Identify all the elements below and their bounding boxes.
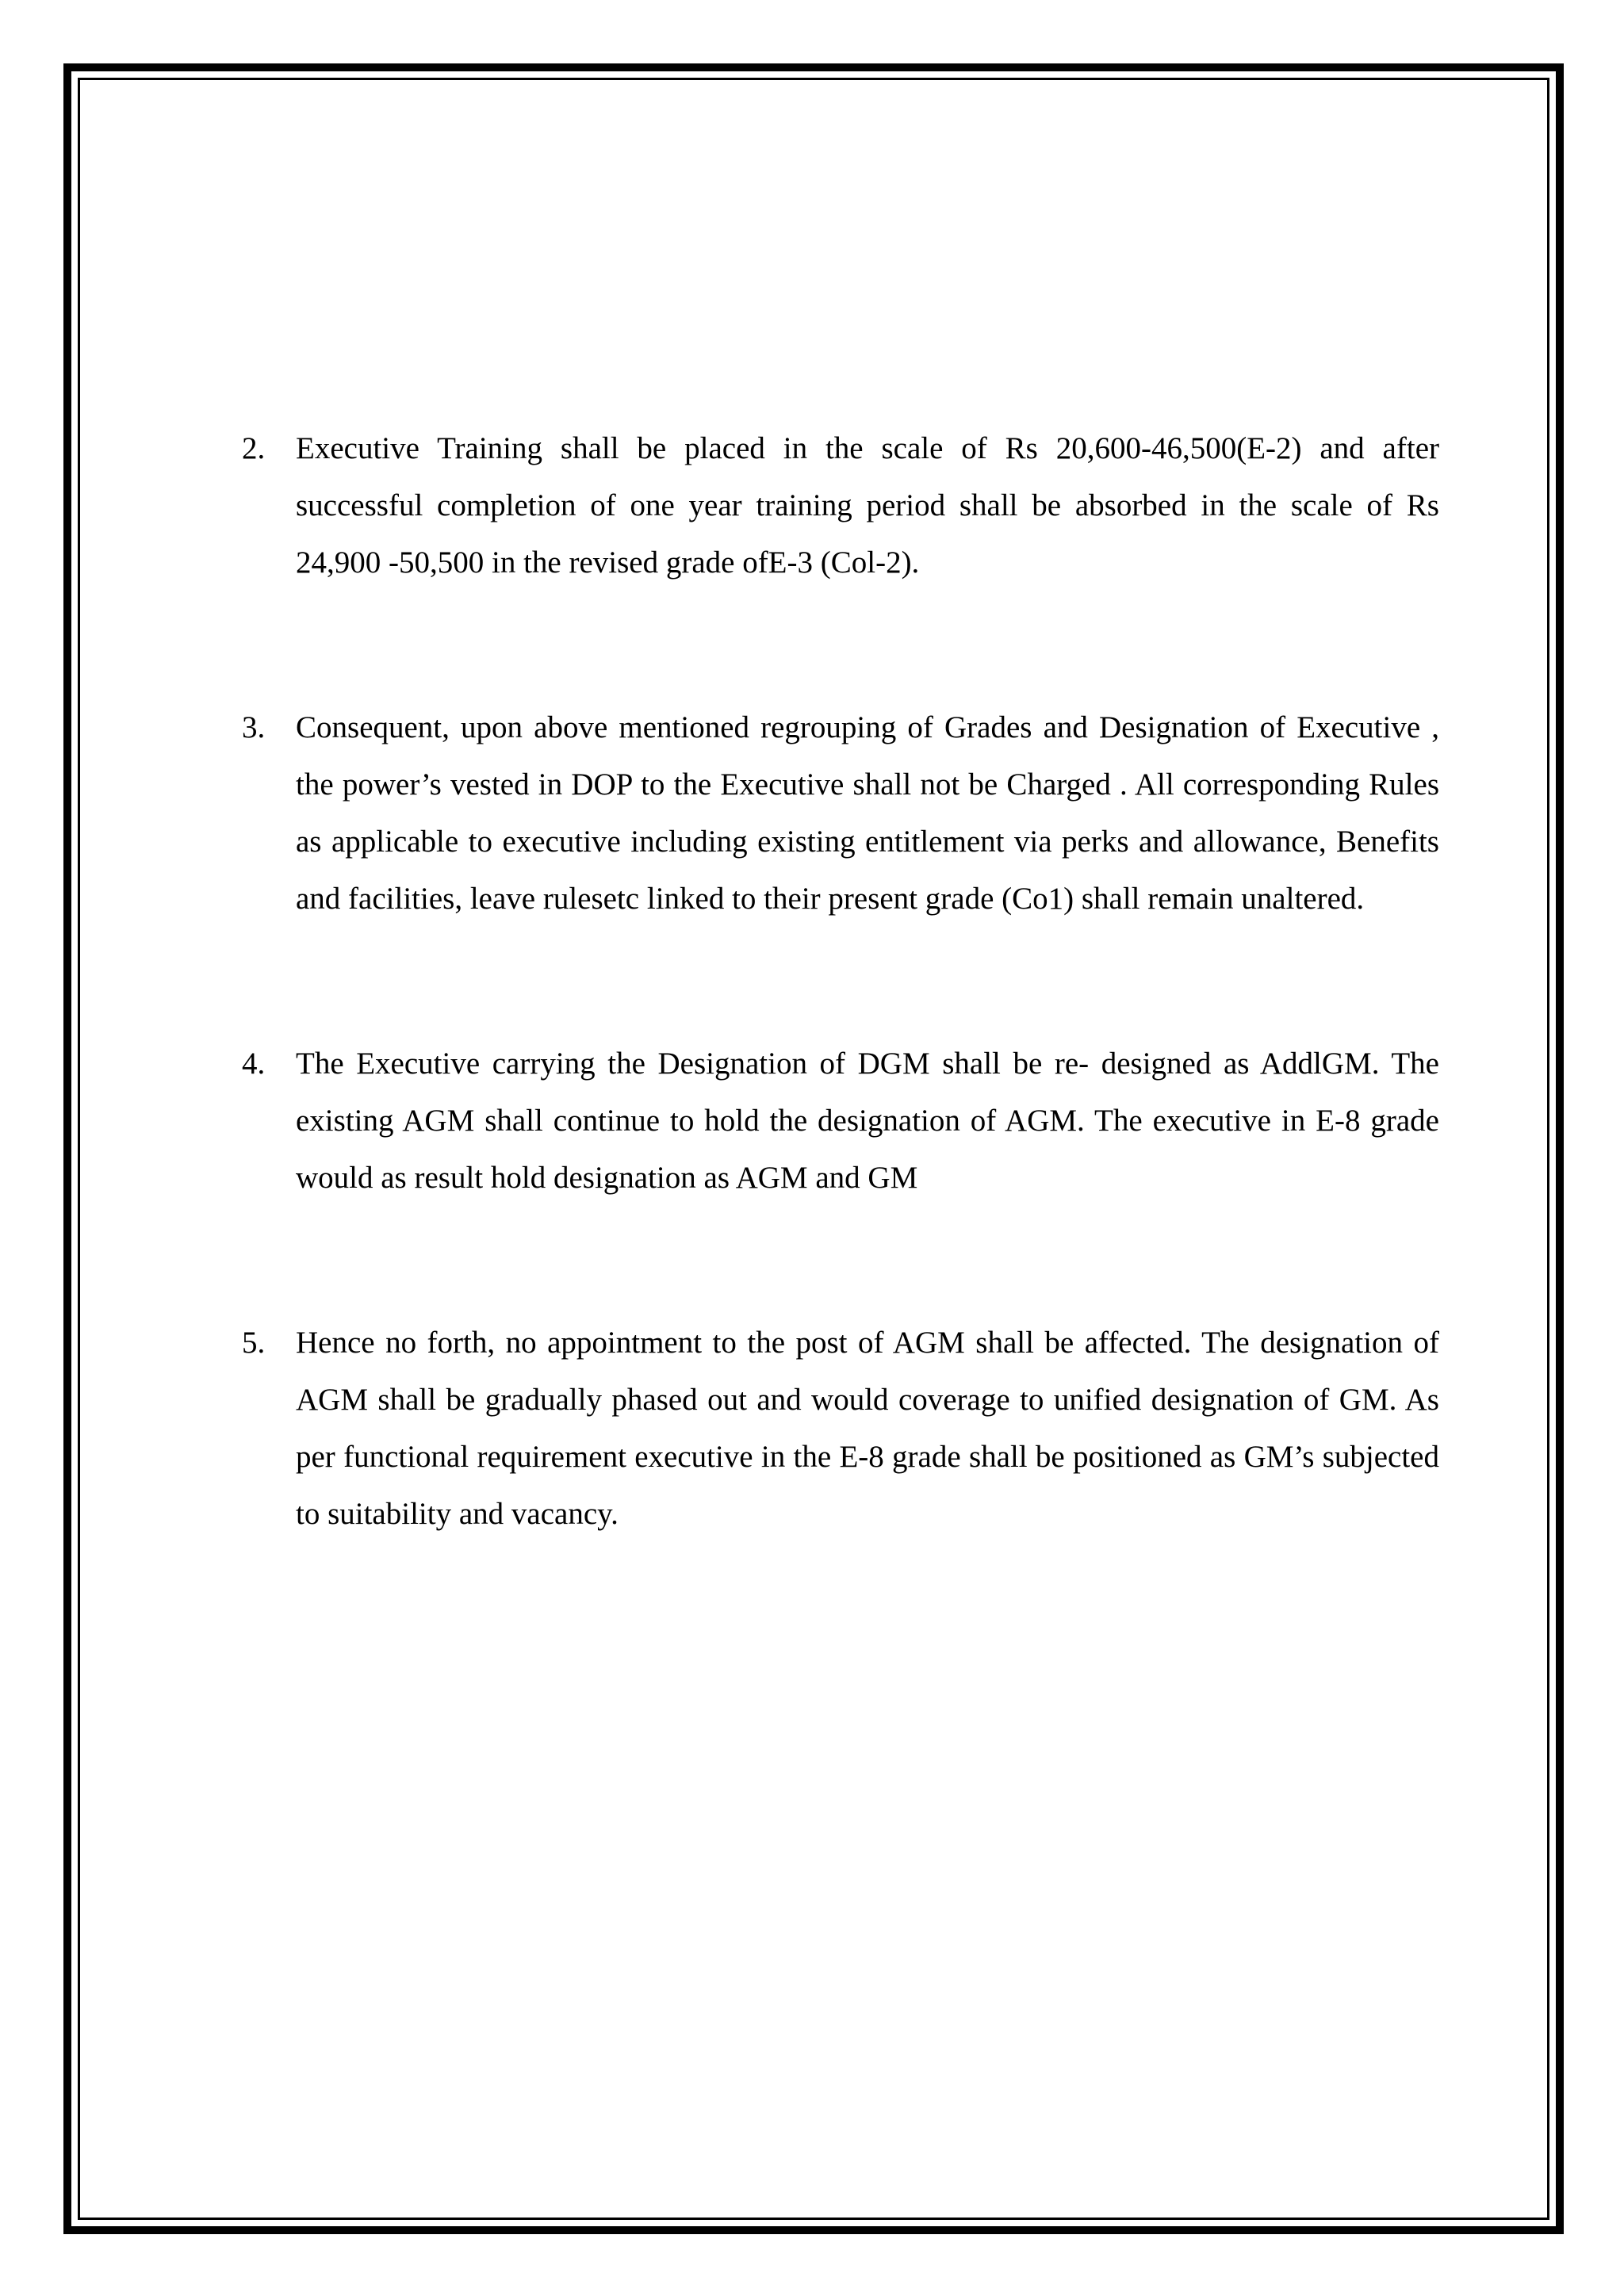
list-item <box>242 699 1439 928</box>
item-text: Hence no forth, no appointment to the post of AGM shall be affected. The designation of AGM shall be gradually phased out and would coverage to unified designation of GM. As per functional requirement executive in the E-8 grade shall be positioned as GM’s subjected to suitability and vacancy. <box>296 1326 1439 1531</box>
item-number: 4. <box>242 1047 266 1081</box>
item-text: Consequent, upon above mentioned regrouping of Grades and Designation of Executive , the power’s vested in DOP to the Executive shall not be Charged . All corresponding Rules as applicable to executive including existing entitlement via perks and allowance, Benefits and facilities, leave rulesetc linked to their present grade (Co1) shall remain unaltered. <box>296 710 1439 916</box>
list-item <box>242 1035 1439 1207</box>
item-number: 2. <box>242 431 266 465</box>
list-item <box>242 1314 1439 1543</box>
item-number: 5. <box>242 1326 266 1360</box>
item-number: 3. <box>242 710 266 744</box>
list-item <box>242 420 1439 591</box>
document-body <box>242 420 1439 1651</box>
item-text: The Executive carrying the Designation of DGM shall be re- designed as AddlGM. The existing AGM shall continue to hold the designation of AGM. The executive in E-8 grade would as result hold designation as AGM and GM <box>296 1047 1439 1195</box>
item-text: Executive Training shall be placed in the scale of Rs 20,600-46,500(E-2) and after successful completion of one year training period shall be absorbed in the scale of Rs 24,900 -50,500 in the revised grade ofE-3 (Col-2). <box>296 431 1439 580</box>
